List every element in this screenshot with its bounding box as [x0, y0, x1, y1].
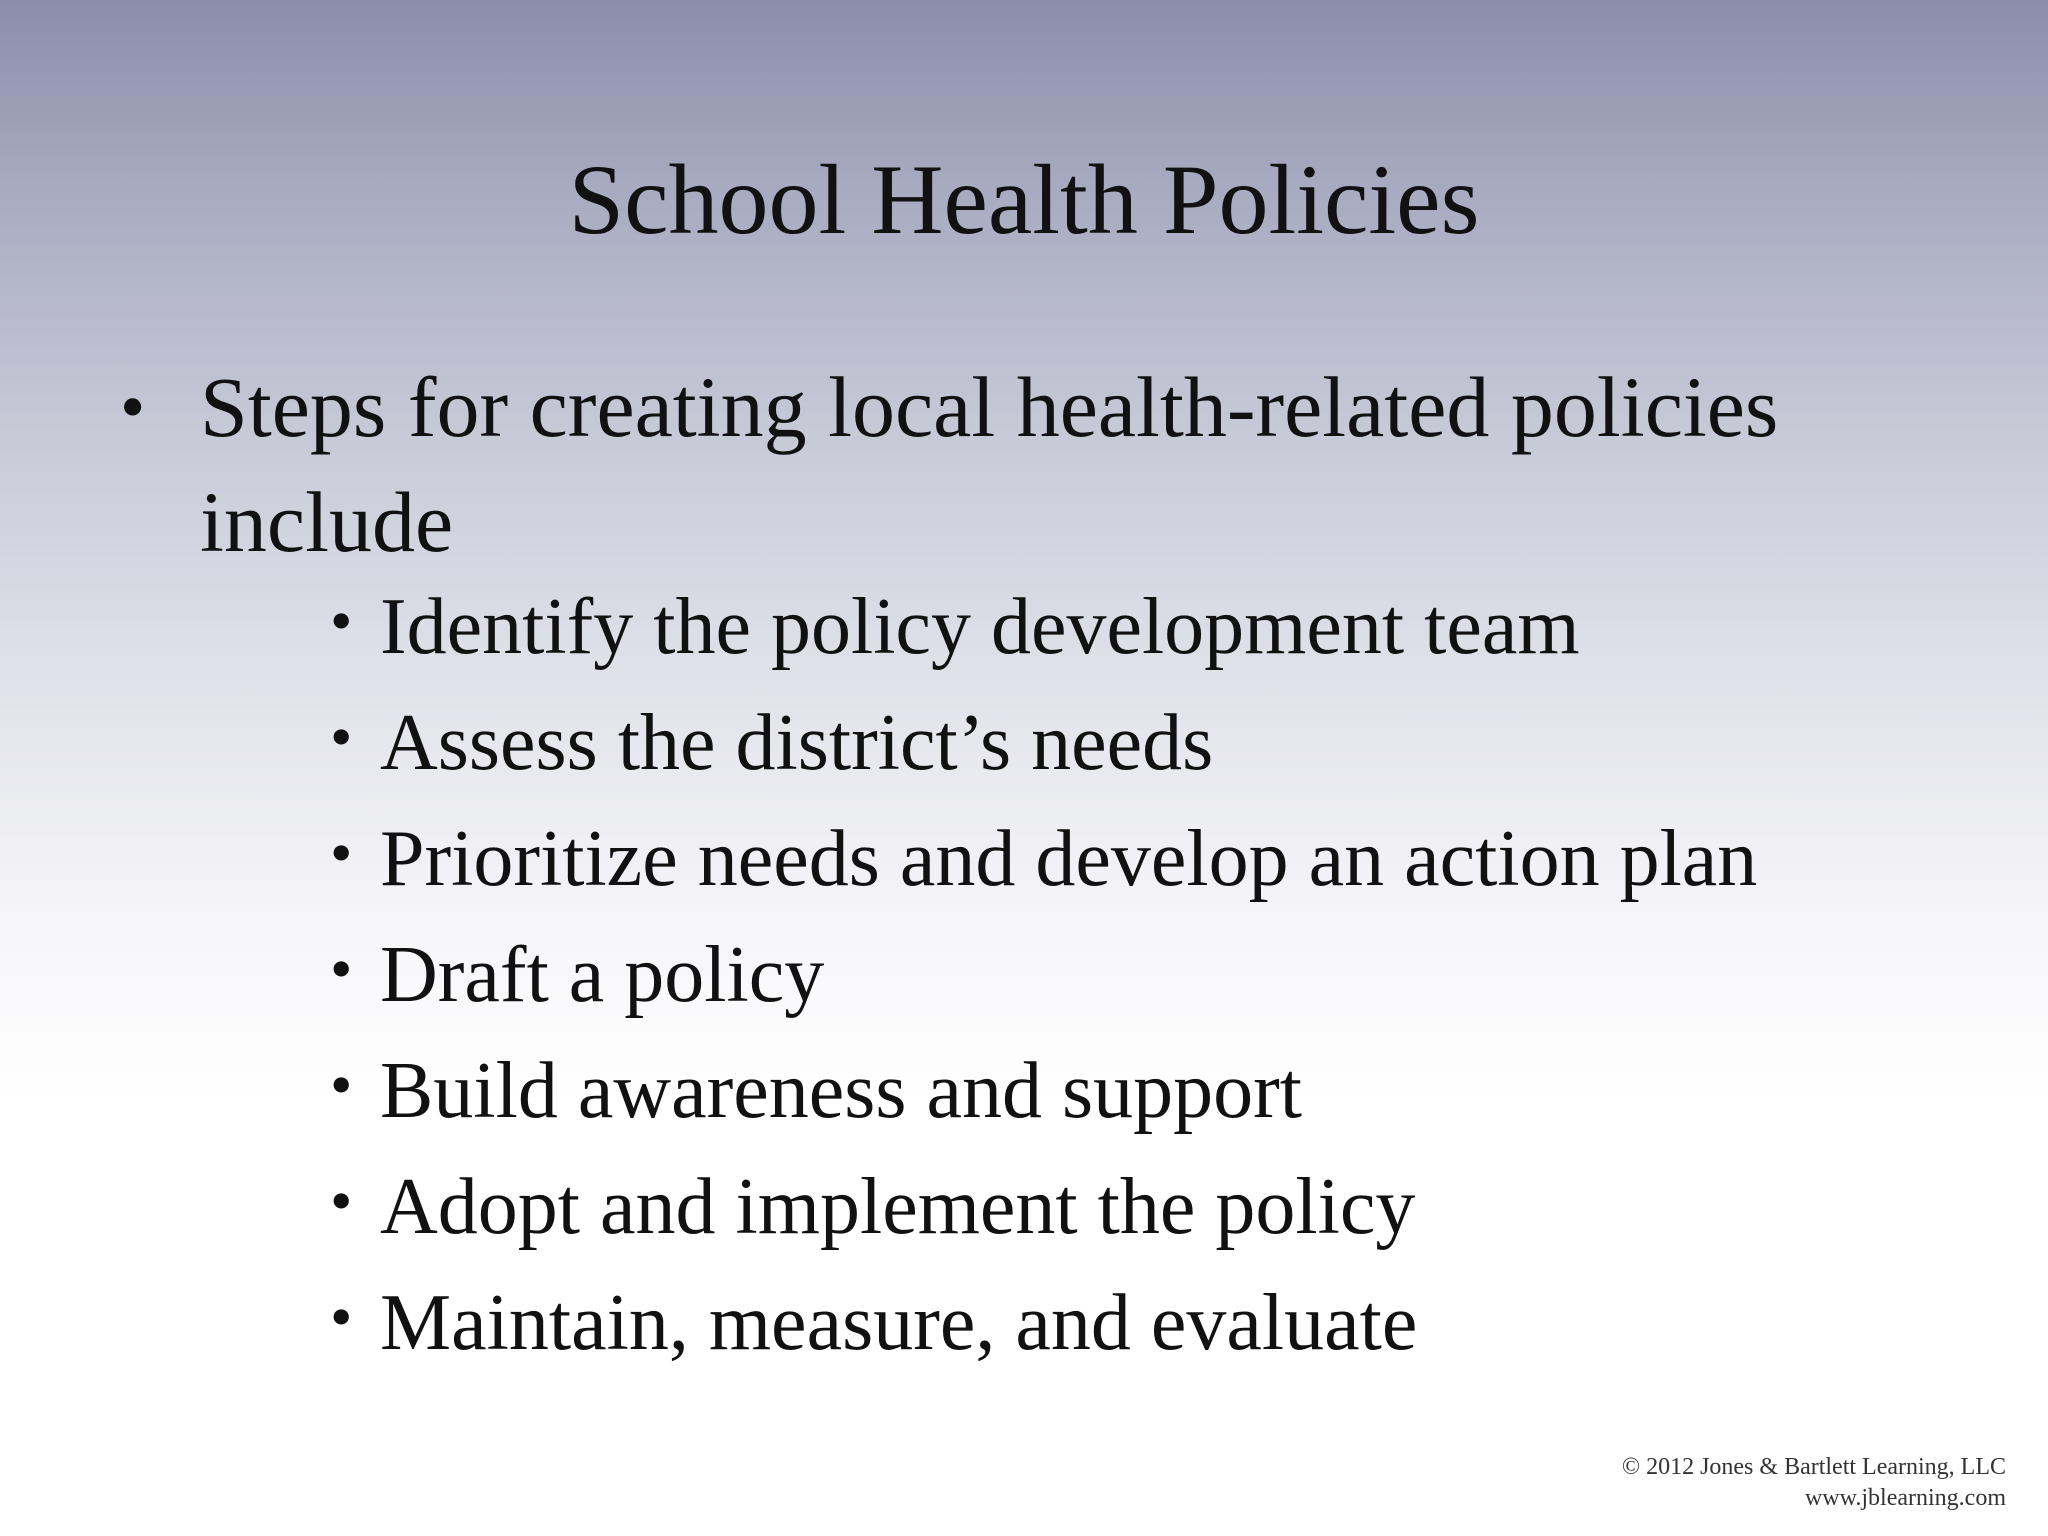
main-bullet [120, 350, 1960, 580]
sub-bullet-text: Prioritize needs and develop an action plan [380, 815, 1758, 903]
sub-bullet-item [320, 1273, 2000, 1389]
sub-bullet-text: Build awareness and support [380, 1047, 1303, 1135]
sub-bullet-item [320, 577, 2000, 693]
sub-bullet-list [320, 577, 2000, 1389]
sub-bullet-item [320, 925, 2000, 1041]
sub-bullet-item [320, 1157, 2000, 1273]
sub-bullet-item [320, 809, 2000, 925]
slide-title: School Health Policies [568, 144, 1480, 255]
copyright-text: © 2012 Jones & Bartlett Learning, LLC [1621, 1454, 2006, 1480]
bullet-icon: • [330, 701, 353, 772]
bullet-icon: • [120, 367, 146, 447]
sub-bullet-text: Draft a policy [380, 931, 825, 1019]
website-text: www.jblearning.com [1804, 1485, 2006, 1511]
bullet-icon: • [330, 817, 353, 888]
sub-bullet-text: Adopt and implement the policy [380, 1163, 1416, 1251]
copyright-footer [1622, 1452, 2006, 1514]
sub-bullet-text: Maintain, measure, and evaluate [380, 1279, 1418, 1367]
sub-bullet-text: Assess the district’s needs [380, 699, 1214, 787]
bullet-icon: • [330, 585, 353, 656]
sub-bullet-item [320, 1041, 2000, 1157]
sub-bullet-item [320, 693, 2000, 809]
bullet-icon: • [330, 933, 353, 1004]
main-bullet-text: Steps for creating local health-related policies include [200, 359, 1779, 570]
bullet-icon: • [330, 1281, 353, 1352]
sub-bullet-text: Identify the policy development team [380, 583, 1580, 671]
bullet-icon: • [330, 1165, 353, 1236]
bullet-icon: • [330, 1049, 353, 1120]
